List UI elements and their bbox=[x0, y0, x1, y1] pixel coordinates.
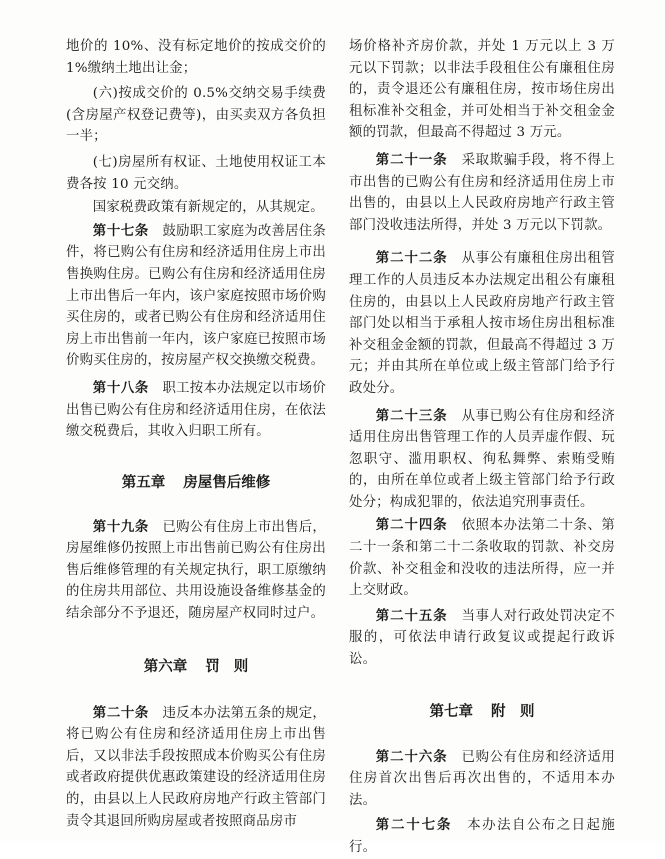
right-column bbox=[349, 36, 615, 859]
article-23-text: 从事已购公有住房和经济适用住房出售管理工作的人员弄虚作假、玩忽职守、滥用职权、徇私舞弊、索贿受贿的，由所在单位或者上级主管部门给予行政处分；构成犯罪的，依法追究刑事责任。 bbox=[349, 408, 616, 510]
article-17-text: 鼓励职工家庭为改善居住条件，将已购公有住房和经济适用住房上市出售换购住房。已购公有住房和经济适用住房上市出售后一年内，该户家庭按照市场价购买住房的，或者已购公有住房和经济适用住房上市出售前一年内，该户家庭已按照市场价购买住房的，按房屋产权交换缴交税费。 bbox=[66, 223, 326, 369]
article-24 bbox=[349, 515, 615, 601]
chapter-6-heading bbox=[66, 657, 326, 678]
article-22-text: 从事公有廉租住房出租管理工作的人员违反本办法规定出租公有廉租住房的，由县以上人民政府房地产行政主管部门处以相当于承租人按市场住房出租标准补交租金金额的罚款，但最高不得超过 3 万元；并由其所在单位或上级主管部门给予行政处分。 bbox=[349, 251, 616, 396]
article-23-label: 第二十三条 bbox=[375, 408, 448, 424]
article-26 bbox=[349, 747, 615, 812]
article-25-label: 第二十五条 bbox=[375, 608, 448, 624]
article-19 bbox=[66, 517, 326, 625]
article-20-continued: 场价格补齐房价款，并处 1 万元以上 3 万元以下罚款；以非法手段租住公有廉租住房的，责令退还公有廉租住房，按市场住房出租标准补交租金，并可处相当于补交租金金额的罚款，但最高不得超过 3 万元。 bbox=[349, 39, 615, 141]
chapter-5-number: 第五章 bbox=[121, 474, 166, 491]
chapter-5-heading bbox=[66, 473, 326, 494]
article-27 bbox=[349, 815, 615, 858]
article-27-text: 本办法自公布之日起施行。 bbox=[349, 818, 616, 855]
article-17 bbox=[66, 221, 326, 372]
article-25 bbox=[349, 606, 615, 671]
article-18-label: 第十八条 bbox=[92, 380, 149, 396]
article-20-text: 违反本办法第五条的规定，将已购公有住房和经济适用住房上市出售后，又以非法手段按照成本价购买公有住房或者政府提供优惠政策建设的经济适用住房的，由县以上人民政府房地产行政主管部门责令其退回所购房屋或者按照商品房市 bbox=[66, 705, 326, 829]
article-22 bbox=[349, 248, 615, 399]
article-24-text: 依照本办法第二十条、第二十一条和第二十二条收取的罚款、补交房价款、补交租金和没收的违法所得，应一并上交财政。 bbox=[349, 518, 616, 599]
chapter-5-title: 房屋售后维修 bbox=[183, 474, 271, 491]
article-19-text: 已购公有住房上市出售后，房屋维修仍按照上市出售前已购公有住房出售后维修管理的有关规定执行，职工原缴纳的住房共用部位、共用设施设备维修基金的结余部分不予退还，随房屋产权同时过户。 bbox=[66, 519, 326, 622]
article-19-label: 第十九条 bbox=[92, 519, 149, 535]
chapter-6-number: 第六章 bbox=[143, 658, 188, 675]
article-24-label: 第二十四条 bbox=[375, 518, 448, 534]
chapter-7-number: 第七章 bbox=[429, 703, 473, 720]
article-22-label: 第二十二条 bbox=[375, 251, 448, 267]
paragraph-certificate-fee: (七)房屋所有权证、土地使用权证工本费各按 10 元交纳。 bbox=[66, 154, 326, 192]
article-17-label: 第十七条 bbox=[92, 223, 149, 239]
paragraph-transaction-fee: (六)按成交价的 0.5%交纳交易手续费(含房屋产权登记费等)，由买卖双方各负担一半； bbox=[66, 86, 326, 145]
chapter-6-title-part-a: 罚 bbox=[205, 658, 220, 675]
paragraph-land-fee-continued: 地价的 10%、没有标定地价的按成交价的 1%缴纳土地出让金； bbox=[66, 39, 326, 76]
chapter-7-title: 附 则 bbox=[491, 703, 535, 720]
chapter-7-heading bbox=[349, 702, 615, 723]
article-21-label: 第二十一条 bbox=[375, 152, 448, 168]
article-20 bbox=[66, 703, 326, 833]
article-21-text: 采取欺骗手段，将不得上市出售的已购公有住房和经济适用住房上市出售的，由县以上人民政府房地产行政主管部门没收违法所得，并处 3 万元以下罚款。 bbox=[349, 152, 616, 233]
article-18-text: 职工按本办法规定以市场价出售已购公有住房和经济适用住房，在依法缴交税费后，其收入归职工所有。 bbox=[66, 380, 326, 440]
article-23 bbox=[349, 406, 615, 514]
article-26-label: 第二十六条 bbox=[375, 749, 448, 765]
article-26-text: 已购公有住房和经济适用住房首次出售后再次出售的，不适用本办法。 bbox=[349, 749, 616, 808]
article-25-text: 当事人对行政处罚决定不服的，可依法申请行政复议或提起行政诉讼。 bbox=[349, 608, 616, 668]
article-20-label: 第二十条 bbox=[92, 705, 149, 721]
article-18 bbox=[66, 378, 326, 443]
chapter-6-title-part-b: 则 bbox=[233, 658, 249, 675]
paragraph-tax-policy: 国家税费政策有新规定的，从其规定。 bbox=[92, 200, 324, 216]
left-column bbox=[66, 36, 326, 832]
article-21 bbox=[349, 150, 615, 236]
article-27-label: 第二十七条 bbox=[375, 818, 453, 834]
